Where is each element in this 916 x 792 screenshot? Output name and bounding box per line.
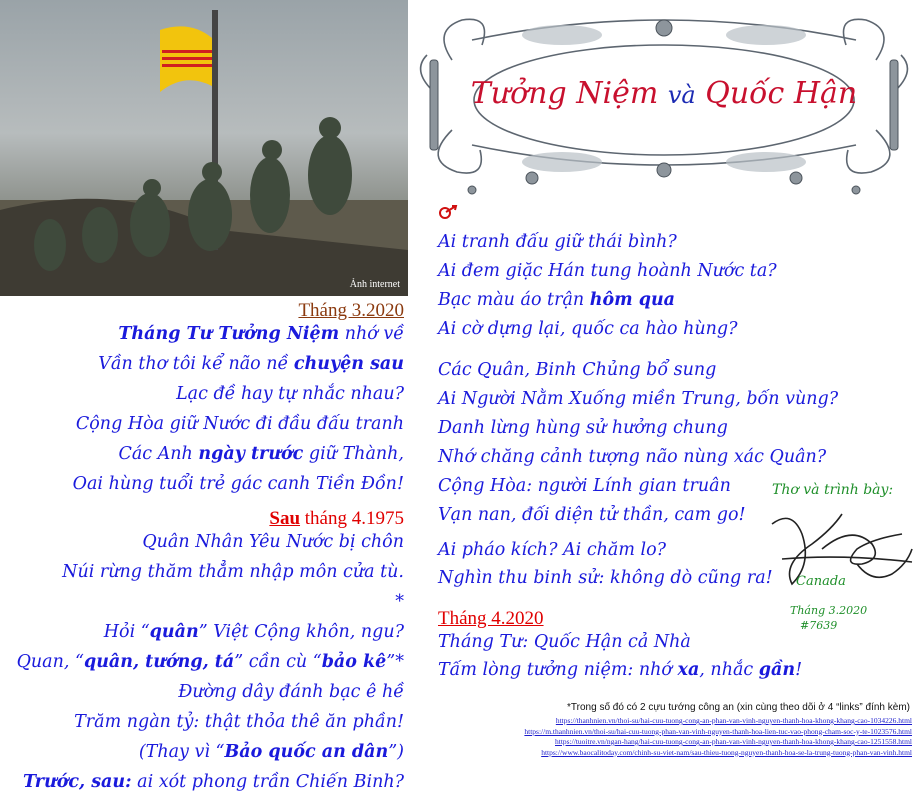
poem-text: Cộng Hòa: người Lính gian truân [438, 476, 731, 496]
poem-line [438, 290, 675, 310]
flag-battle-photo [0, 0, 408, 296]
left-poem-column [0, 296, 404, 792]
poem-text: Ai tranh đấu giữ thái bình? [438, 232, 677, 252]
poem-text: Đường dây đánh bạc ê hề [178, 682, 404, 702]
poem-text: Ai pháo kích? Ai chăm lo? [438, 540, 666, 560]
poem-text: Cộng Hòa giữ Nước đi đầu đấu tranh [75, 414, 404, 434]
poem-text: ”) [388, 742, 404, 762]
reference-link[interactable]: https://www.baocalitoday.com/chinh-su-viet-nam/sau-thieu-tuong-nguyen-thanh-hoa-se-la-trung-tuong-phan-van-vinh.html [541, 747, 912, 757]
poem-text: (Thay vì “ [138, 742, 225, 762]
signature-number: #7639 [800, 619, 838, 632]
poem-line [23, 772, 404, 792]
banner-title-and: và [667, 81, 696, 109]
poem-text: Ai đem giặc Hán tung hoành Nước ta? [438, 261, 777, 281]
poem-line [17, 652, 404, 672]
poem-text: , nhắc [699, 660, 759, 680]
poem-line [76, 414, 404, 434]
poem-emphasis: bảo kê [321, 652, 387, 672]
photo-credit: Ảnh internet [349, 279, 400, 290]
poem-line [118, 444, 404, 464]
poem-line [438, 568, 773, 588]
poem-emphasis: gần [758, 660, 796, 680]
reference-link[interactable]: https://tuoitre.vn/ngan-hang/hai-cuu-tuong-cong-an-phan-van-vinh-nguyen-thanh-hoa-khong-khang-cao-1251558.html [555, 737, 912, 746]
poem-line [62, 562, 404, 582]
poem-line [438, 476, 731, 496]
poem-line [178, 682, 404, 702]
left-heading-march: Tháng 3.2020 [298, 300, 404, 321]
poem-emphasis: xa [677, 660, 700, 680]
poem-line [438, 360, 716, 380]
ornamental-title-banner [412, 0, 916, 200]
banner-title-part2: Quốc Hận [705, 76, 858, 111]
poem-text: Tháng Tư: Quốc Hận cả Nhà [438, 632, 691, 652]
poem-text: ” Việt Cộng khôn, ngu? [198, 622, 404, 642]
signature-label: Thơ và trình bày: [772, 482, 894, 498]
poem-text: Ai Người Nằm Xuống miền Trung, bốn vùng? [438, 389, 839, 409]
poem-text: Bạc màu áo trận [438, 290, 590, 310]
poem-text: Trăm ngàn tỷ: thật thỏa thê ăn phần! [74, 712, 404, 732]
reference-link[interactable]: https://thanhnien.vn/thoi-su/hai-cuu-tuong-cong-an-phan-van-vinh-nguyen-thanh-hoa-khong-khang-cao-1034226.html [555, 716, 912, 725]
left-heading-after-bold: Sau [269, 508, 301, 529]
poem-text: Ai cờ dựng lại, quốc ca hào hùng? [438, 319, 738, 339]
poem-text: Lạc đề hay tự nhắc nhau? [176, 384, 404, 404]
poem-text: ” cần cù “ [234, 652, 322, 672]
poem-emphasis: quân [149, 622, 199, 642]
poem-line [438, 389, 838, 409]
poem-line [74, 712, 404, 732]
poem-text: Núi rừng thăm thẳm nhập môn cửa tù. [62, 562, 404, 582]
poem-text: ! [795, 660, 803, 680]
poem-line [438, 505, 746, 525]
poem-emphasis: hôm qua [589, 290, 676, 310]
poem-line [98, 354, 404, 374]
poem-text: Nhớ chăng cảnh tượng não nùng xác Quân? [438, 447, 827, 467]
poem-text: Các Anh [118, 444, 199, 464]
poem-line [395, 592, 404, 612]
poem-line [438, 261, 777, 281]
photo-illustration [0, 0, 408, 296]
left-heading-after-1975 [269, 508, 404, 530]
signature-date: Tháng 3.2020 [790, 604, 868, 617]
poem-emphasis: quân, tướng, tá [83, 652, 235, 672]
poem-line [438, 540, 666, 560]
poem-text: Nghìn thu binh sử: không dò cũng ra! [438, 568, 773, 588]
poem-text: ai xót phong trần Chiến Binh? [131, 772, 404, 792]
poem-emphasis: chuyện sau [293, 354, 404, 374]
poem-text: Các Quân, Binh Chủng bổ sung [438, 360, 717, 380]
poem-emphasis: Trước, sau: [23, 772, 132, 792]
footnote: *Trong số đó có 2 cựu tướng công an (xin cùng theo dõi ở 4 “links” đính kèm) [567, 702, 910, 713]
banner-title [412, 76, 916, 111]
poem-text: giữ Thành, [303, 444, 404, 464]
poem-line [118, 324, 404, 344]
poem-text: Vạn nan, đối diện tử thần, cam go! [438, 505, 746, 525]
poem-text: ”* [386, 652, 404, 672]
signature-block [762, 482, 916, 642]
banner-title-part1: Tưởng Niệm [470, 76, 659, 111]
poem-line [438, 418, 728, 438]
poem-emphasis: Bảo quốc an dân [224, 742, 389, 762]
poem-line [176, 384, 404, 404]
poem-text: Tấm lòng tưởng niệm: nhớ [438, 660, 678, 680]
poem-text: Vần thơ tôi kể não nề [98, 354, 294, 374]
reference-link[interactable]: https://m.thanhnien.vn/thoi-su/hai-cuu-tuong-phan-van-vinh-nguyen-thanh-hoa-lien-tuc-vao-phong-cham-soc-y-te-1023576.html [524, 726, 912, 736]
poem-line [438, 447, 826, 467]
poem-text: Oai hùng tuổi trẻ gác canh Tiền Đồn! [72, 474, 404, 494]
poem-line [73, 474, 404, 494]
poem-emphasis: ngày trước [198, 444, 304, 464]
poem-text: Quan, “ [16, 652, 84, 672]
bullet-arrow-icon [438, 204, 460, 220]
reference-links [420, 716, 912, 758]
left-heading-after-rest: tháng 4.1975 [300, 508, 404, 529]
poem-line [438, 319, 738, 339]
poem-text: * [395, 592, 404, 612]
poem-line [104, 622, 404, 642]
poem-line [142, 532, 404, 552]
poem-text: Quân Nhân Yêu Nước bị chôn [142, 532, 404, 552]
poem-text: nhớ về [339, 324, 404, 344]
poem-text: Danh lừng hùng sử hưởng chung [438, 418, 728, 438]
poem-line [438, 632, 691, 652]
poem-line [139, 742, 404, 762]
poem-text: Hỏi “ [103, 622, 150, 642]
right-heading-april: Tháng 4.2020 [438, 608, 544, 629]
poem-emphasis: Tháng Tư Tưởng Niệm [118, 324, 340, 344]
signature-place: Canada [796, 574, 846, 589]
poem-line [438, 660, 802, 680]
poem-line [438, 232, 677, 252]
